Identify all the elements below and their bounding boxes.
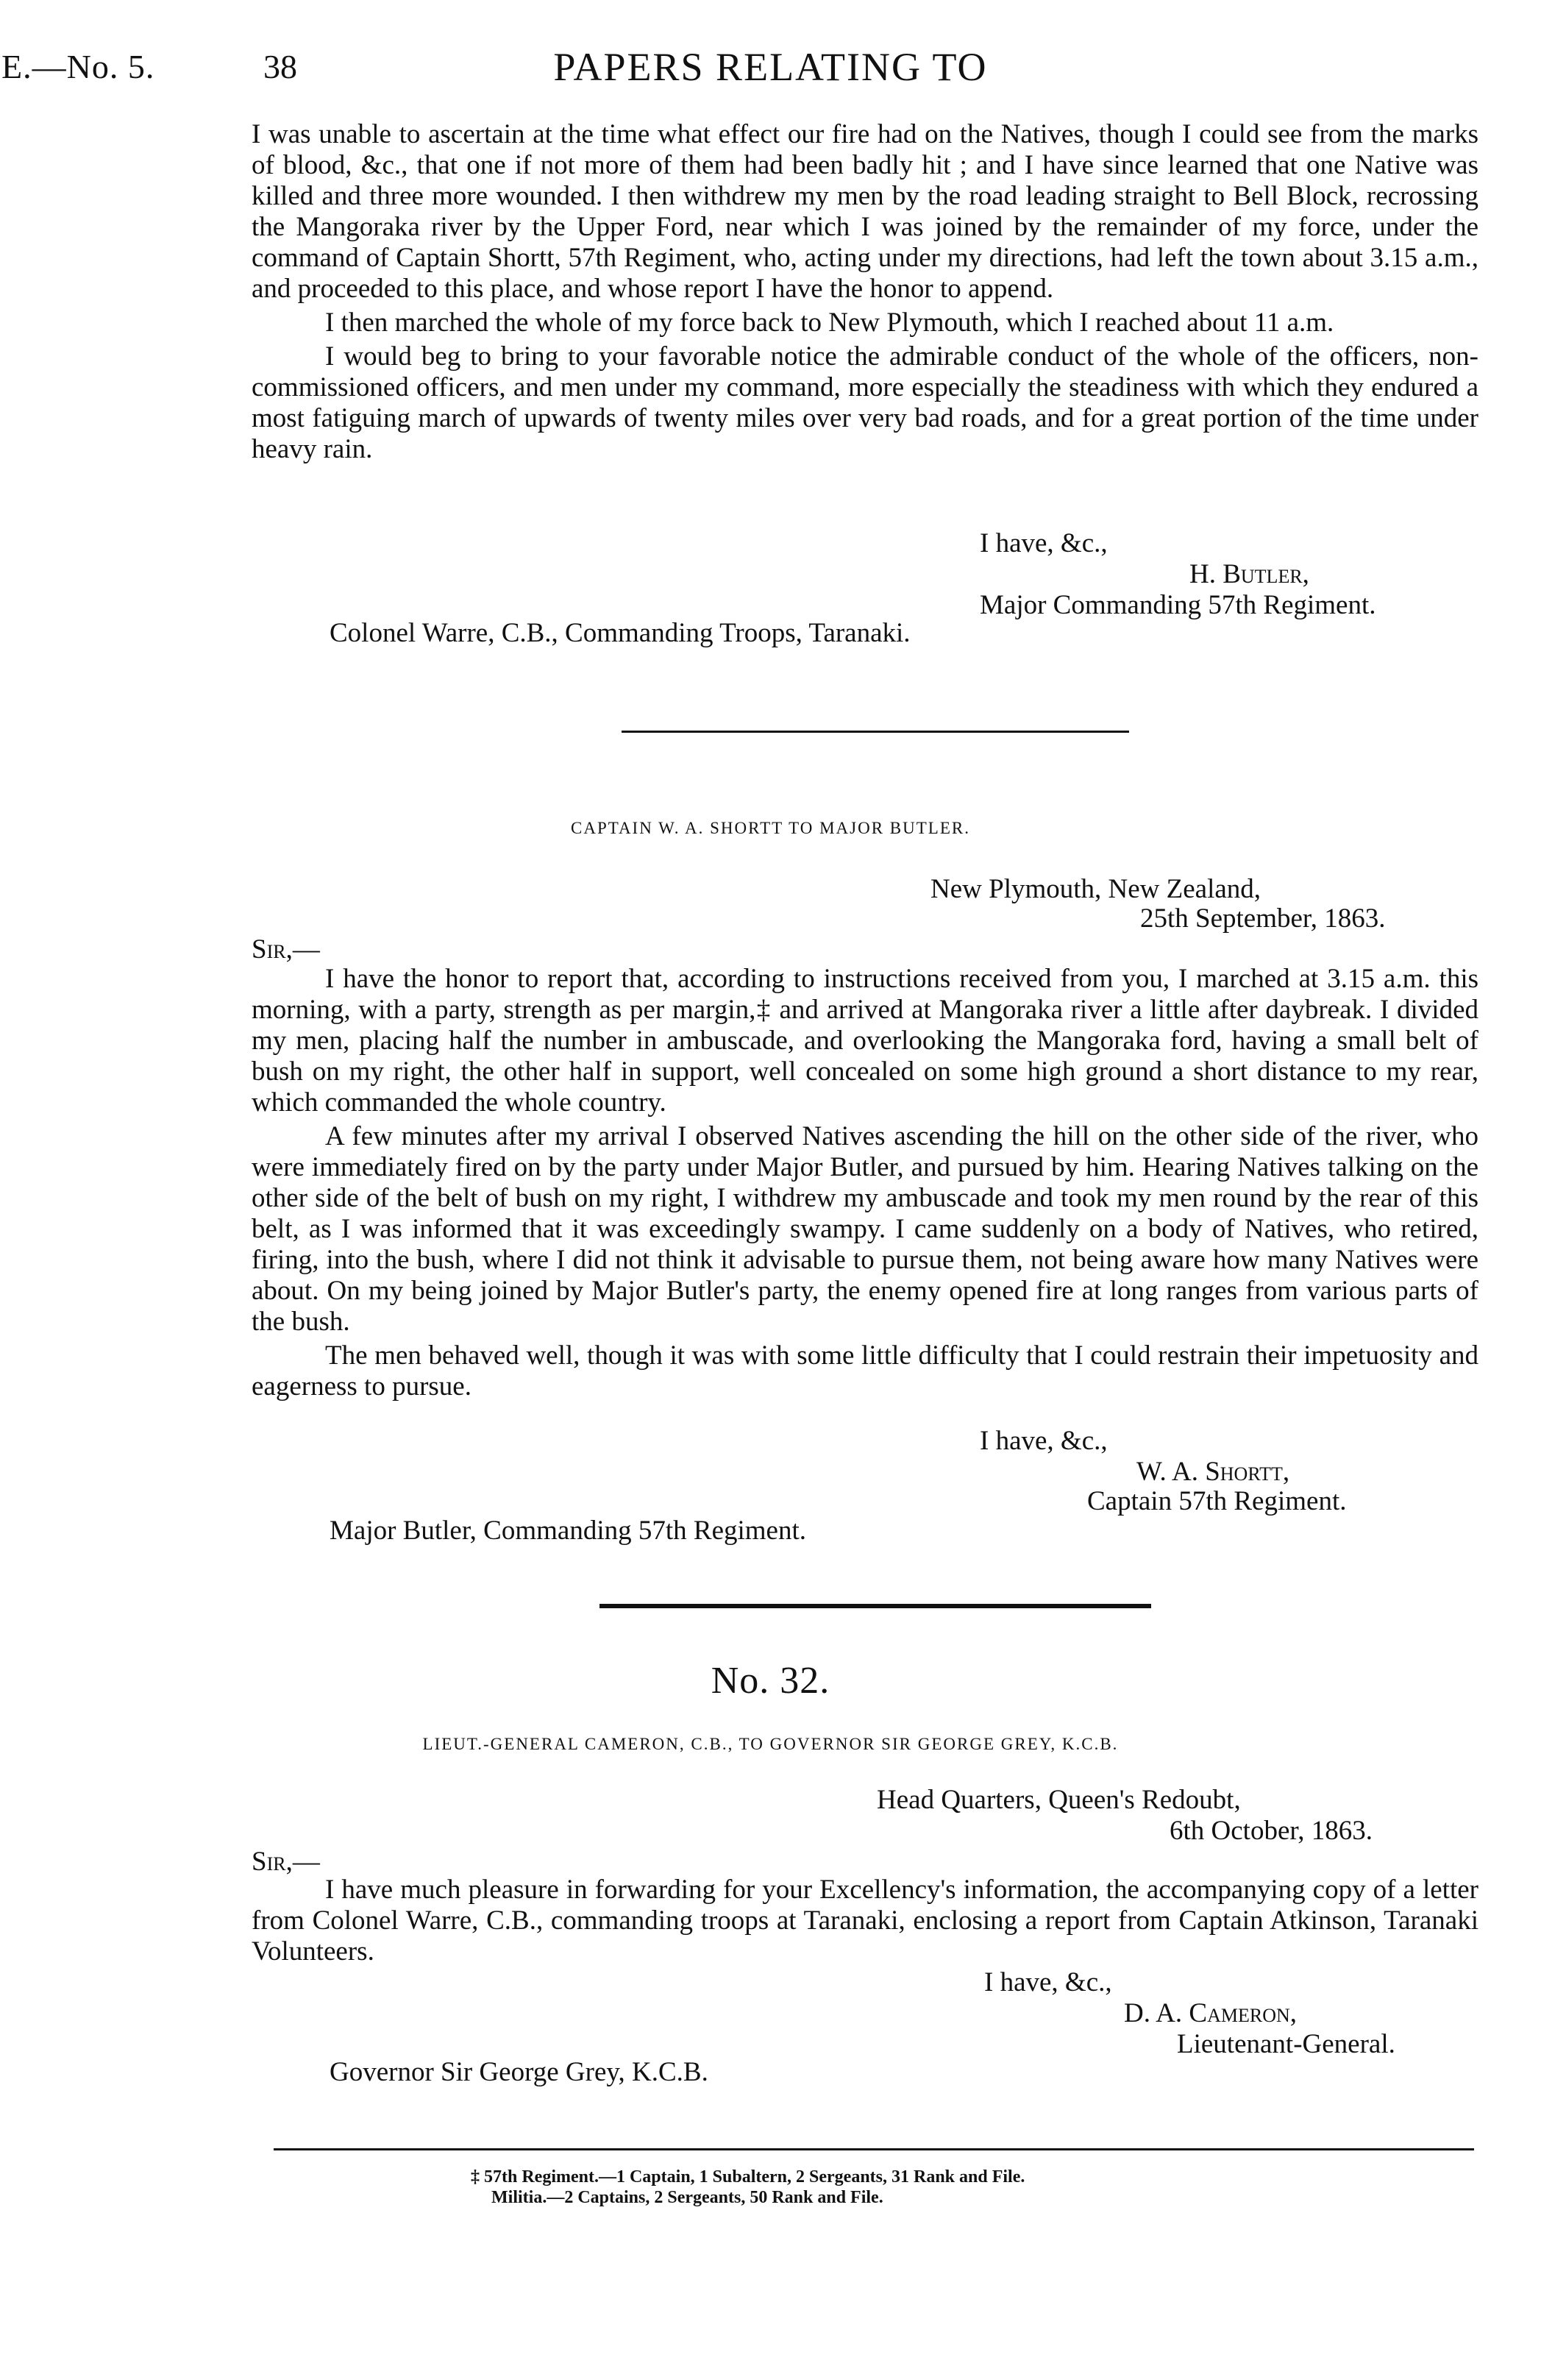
paragraph: I was unable to ascertain at the time what effect our fire had on the Natives, though I could see from the marks of blood, &c., that one if not more of them had been badly hit ; and I have since learned that one Native was killed and three more wounded. I then withdrew my men by the road leading straight to Bell Block, recrossing the Mangoraka river by the Upper Ford, near which I was joined by the remainder of my force, under the command of Captain Shortt, 57th Regiment, who, acting under my directions, had left the town about 3.15 a.m., and proceeded to this place, and whose report I have the honor to append. (252, 119, 1478, 304)
paragraph: I have much pleasure in forwarding for your Excellency's information, the accompanying copy of a letter from Colonel Warre, C.B., commanding troops at Taranaki, enclosing a report from Captain Atkinson, Taranaki Volunteers. (252, 1875, 1478, 1967)
paragraph: I have the honor to report that, according to instructions received from you, I marched at 3.15 a.m. this morning, with a party, strength as per margin,‡ and arrived at Mangoraka river a little after daybreak. I divided my men, placing half the number in ambuscade, and overlooking the Mangoraka ford, having a small belt of bush on my right, the other half in support, well concealed on some high ground a short distance to my rear, which commanded the whole country. (252, 964, 1478, 1118)
letter-cameron-body (252, 1875, 1478, 1967)
letter-shortt-body (252, 964, 1478, 1402)
document-number: No. 32. (711, 1660, 830, 1702)
footnote-line: Militia.—2 Captains, 2 Sergeants, 50 Rank and File. (491, 2188, 883, 2207)
signature-title: Major Commanding 57th Regiment. (980, 590, 1376, 620)
paragraph: I then marched the whole of my force back to New Plymouth, which I reached about 11 a.m. (325, 308, 1334, 338)
footnote-line: ‡ 57th Regiment.—1 Captain, 1 Subaltern, 2 Sergeants, 31 Rank and File. (471, 2167, 1025, 2187)
signature-title: Captain 57th Regiment. (1087, 1486, 1347, 1516)
addressee: Governor Sir George Grey, K.C.B. (330, 2057, 708, 2087)
addressee: Major Butler, Commanding 57th Regiment. (330, 1516, 807, 1546)
paragraph: A few minutes after my arrival I observed Natives ascending the hill on the other side of the river, who were immediately fired on by the party under Major Butler, and pursued by him. Hearing Natives talking on the other side of the belt of bush on my right, I withdrew my ambuscade and took my men round by the rear of this belt, as I was informed that it was exceedingly swampy. I came suddenly on a body of Natives, who retired, firing, into the bush, where I did not think it advisable to pursue them, not being aware how many Natives were about. On my being joined by Major Butler's party, the enemy opened fire at long ranges from various parts of the bush. (252, 1121, 1478, 1337)
paragraph: I would beg to bring to your favorable notice the admirable conduct of the whole of the officers, non-commissioned officers, and men under my command, more especially the steadiness with which they endured a most fatiguing march of upwards of twenty miles over very bad roads, and for a great portion of the time under heavy rain. (252, 341, 1478, 464)
closing: I have, &c., (984, 1967, 1112, 1997)
footnote-rule (274, 2148, 1474, 2150)
closing: I have, &c., (980, 1426, 1108, 1456)
letter-location: New Plymouth, New Zealand, (930, 874, 1261, 904)
signature-name: W. A. Shortt, (1136, 1457, 1290, 1487)
document-reference: E.—No. 5. (1, 48, 155, 85)
closing: I have, &c., (980, 528, 1108, 558)
signature-title: Lieutenant-General. (1177, 2029, 1395, 2059)
letter-butler-body (252, 119, 1478, 465)
paragraph: The men behaved well, though it was with some little difficulty that I could restrain their impetuosity and eagerness to pursue. (252, 1340, 1478, 1402)
addressee: Colonel Warre, C.B., Commanding Troops, Taranaki. (330, 618, 911, 648)
page-number: 38 (263, 48, 297, 85)
section-divider (599, 1604, 1151, 1608)
page-header (0, 44, 1541, 96)
letter-heading: CAPTAIN W. A. SHORTT TO MAJOR BUTLER. (571, 819, 970, 837)
section-divider (622, 731, 1129, 733)
letter-heading: LIEUT.-GENERAL CAMERON, C.B., TO GOVERNOR SIR GEORGE GREY, K.C.B. (422, 1735, 1119, 1753)
running-title: PAPERS RELATING TO (553, 45, 988, 89)
letter-date: 25th September, 1863. (1140, 903, 1386, 934)
letter-location: Head Quarters, Queen's Redoubt, (877, 1785, 1241, 1815)
signature-name: D. A. Cameron, (1124, 1998, 1297, 2028)
salutation: Sir,— (252, 934, 320, 965)
letter-date: 6th October, 1863. (1170, 1816, 1373, 1846)
salutation: Sir,— (252, 1847, 320, 1877)
signature-name: H. Butler, (1189, 559, 1309, 589)
